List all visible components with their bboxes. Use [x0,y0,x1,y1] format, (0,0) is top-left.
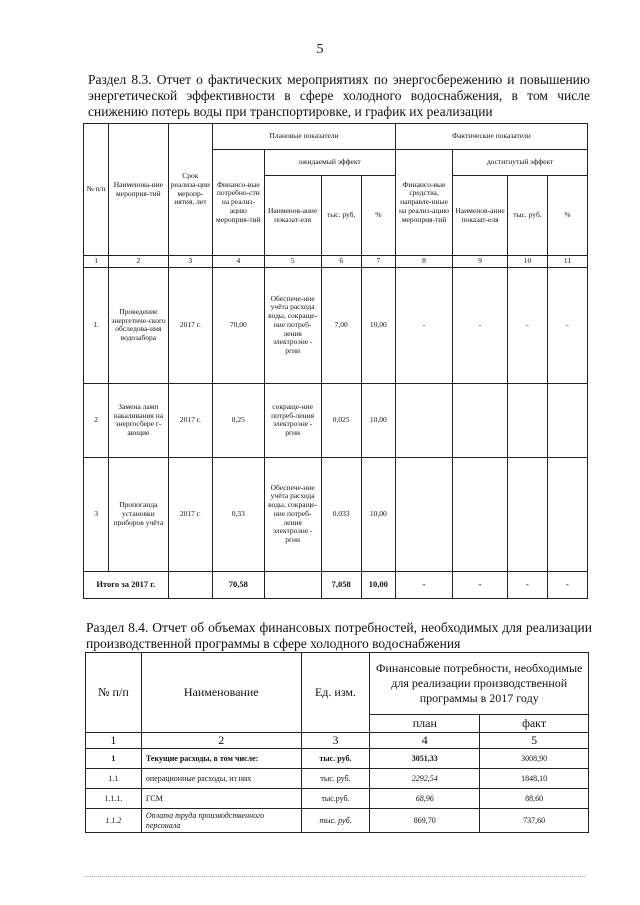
cell-ths: 0,025 [321,383,361,457]
page-number: 5 [316,42,324,57]
header-fin-needs: Финансовые потребности, необходимые для реализации производственной программы в 2017 году [370,653,589,715]
cell-fin: 0,33 [213,457,264,571]
cell-fin: 0,25 [213,383,264,457]
total-empty [264,571,321,598]
column-numbers-row [84,256,588,268]
total-row [84,571,588,598]
header-planned: Плановые показатели [213,124,396,150]
total-pct: 10,00 [361,571,395,598]
cell-ths: 7,00 [321,267,361,383]
header-percent-2: % [547,176,587,256]
column-numbers-row [86,733,589,749]
col-num: 7 [361,256,395,268]
cell-no: 3 [84,457,109,571]
cell-unit: тыс.руб. [301,789,370,809]
table-row [86,769,589,789]
cell-unit: тыс. руб. [301,809,370,833]
cell-name: Пропоганда установки приборов учёта [109,457,168,571]
cell-c10 [507,383,547,457]
col-num: 4 [370,733,480,749]
cell-fact: 3008,90 [480,749,589,769]
cell-term: 2017 г. [168,457,213,571]
table-row [86,789,589,809]
col-num: 1 [86,733,142,749]
cell-name: ГСМ [141,789,301,809]
col-num: 5 [480,733,589,749]
header-ths-rub-2: тыс. руб. [507,176,547,256]
cell-c8 [395,457,452,571]
header-fact: факт [480,715,589,733]
section-8-3-title: Раздел 8.3. Отчет о фактических мероприятиях по энергосбережению и повышению энергетической эффективности в сфере холодного водоснабжения, в том числе снижению потерь воды при транспортировке, и график их реализации [88,72,590,119]
table-row [86,809,589,833]
col-num: 1 [84,256,109,268]
cell-c10 [507,457,547,571]
header-name: Наименование [141,653,301,733]
header-no: № п/п [84,124,109,256]
total-fin: 70,58 [213,571,264,598]
total-empty [168,571,213,598]
header-measure-name: Наименова-ние мероприя-тий [109,124,168,256]
cell-indicator: сокраще-ние потреб-ления электроэне - ргии [264,383,321,457]
cell-fact: 88,60 [480,789,589,809]
cell-no: 1.1.1. [86,789,142,809]
total-c10: - [507,571,547,598]
col-num: 2 [109,256,168,268]
header-term: Срок реализа-ции меропр-иятия, лет [168,124,213,256]
table-row [84,383,588,457]
cell-c11: - [547,267,587,383]
cell-name: Проведение энергетиче-ского обследова-ния водозабора [109,267,168,383]
cell-no: 1 [86,749,142,769]
cell-no: 1.1.2 [86,809,142,833]
col-num: 5 [264,256,321,268]
table-row [86,749,589,769]
cell-c9: - [453,267,508,383]
col-num: 11 [547,256,587,268]
cell-fin: 70,00 [213,267,264,383]
cell-plan: 68,96 [370,789,480,809]
cell-ths: 0,033 [321,457,361,571]
cell-no: 1.1 [86,769,142,789]
col-num: 3 [168,256,213,268]
cell-plan: 3051,33 [370,749,480,769]
header-fin-needs: Финансо-вые потребно-сти на реализ-ацию мероприя-тий [213,150,264,256]
cell-c9 [453,383,508,457]
cell-pct: 10,00 [361,383,395,457]
cell-term: 2017 г. [168,383,213,457]
header-plan: план [370,715,480,733]
cell-indicator: Обеспече-ние учёта расхода воды, сокраще-ние потреб-ления электроэне - ргии [264,267,321,383]
bottom-divider [85,876,585,877]
total-c8: - [395,571,452,598]
cell-plan: 2292,54 [370,769,480,789]
col-num: 3 [301,733,370,749]
cell-no: 1. [84,267,109,383]
cell-pct: 10,00 [361,267,395,383]
cell-name: операционные расходы, из них [141,769,301,789]
col-num: 2 [141,733,301,749]
header-ths-rub: тыс. руб. [321,176,361,256]
table-row [84,267,588,383]
cell-pct: 10,00 [361,457,395,571]
table-row [84,457,588,571]
section-8-4-title: Раздел 8.4. Отчет об объемах финансовых потребностей, необходимых для реализации производственной программы в сфере холодного водоснабжения [86,620,592,651]
cell-plan: 869,70 [370,809,480,833]
cell-fact: 737,60 [480,809,589,833]
cell-indicator: Обеспече-ние учёта расхода воды, сокраще-ние потреб-ления электроэне - ргии [264,457,321,571]
col-num: 6 [321,256,361,268]
cell-c11 [547,457,587,571]
total-label: Итого за 2017 г. [84,571,169,598]
cell-unit: тыс. руб. [301,769,370,789]
col-num: 8 [395,256,452,268]
total-c9: - [453,571,508,598]
cell-c8 [395,383,452,457]
header-unit: Ед. изм. [301,653,370,733]
cell-unit: тыс. руб. [301,749,370,769]
header-actual: Фактические показатели [395,124,587,150]
cell-term: 2017 г. [168,267,213,383]
total-ths: 7,058 [321,571,361,598]
financial-needs-table [85,652,589,833]
header-fin-means: Финансо-вые средства, направле-нные на реализ-ацию мероприя-тий [395,150,452,256]
col-num: 4 [213,256,264,268]
cell-name: Замена ламп накаливания на энергосбере г-ающие [109,383,168,457]
cell-no: 2 [84,383,109,457]
cell-c8: - [395,267,452,383]
cell-name: Текущие расходы, в том числе: [141,749,301,769]
cell-fact: 1848,10 [480,769,589,789]
header-percent: % [361,176,395,256]
header-indicator-2: Наименов-ание показат-еля [453,176,508,256]
header-achieved-effect: достигнутый эффект [453,150,588,176]
energy-measures-table [83,123,588,599]
cell-c10: - [507,267,547,383]
total-c11: - [547,571,587,598]
col-num: 9 [453,256,508,268]
cell-c11 [547,383,587,457]
header-no: № п/п [86,653,142,733]
col-num: 10 [507,256,547,268]
cell-name: Оплата труда производственного персонала [141,809,301,833]
header-indicator: Наименов-ание показат-еля [264,176,321,256]
header-expected-effect: ожидаемый эффект [264,150,395,176]
cell-c9 [453,457,508,571]
